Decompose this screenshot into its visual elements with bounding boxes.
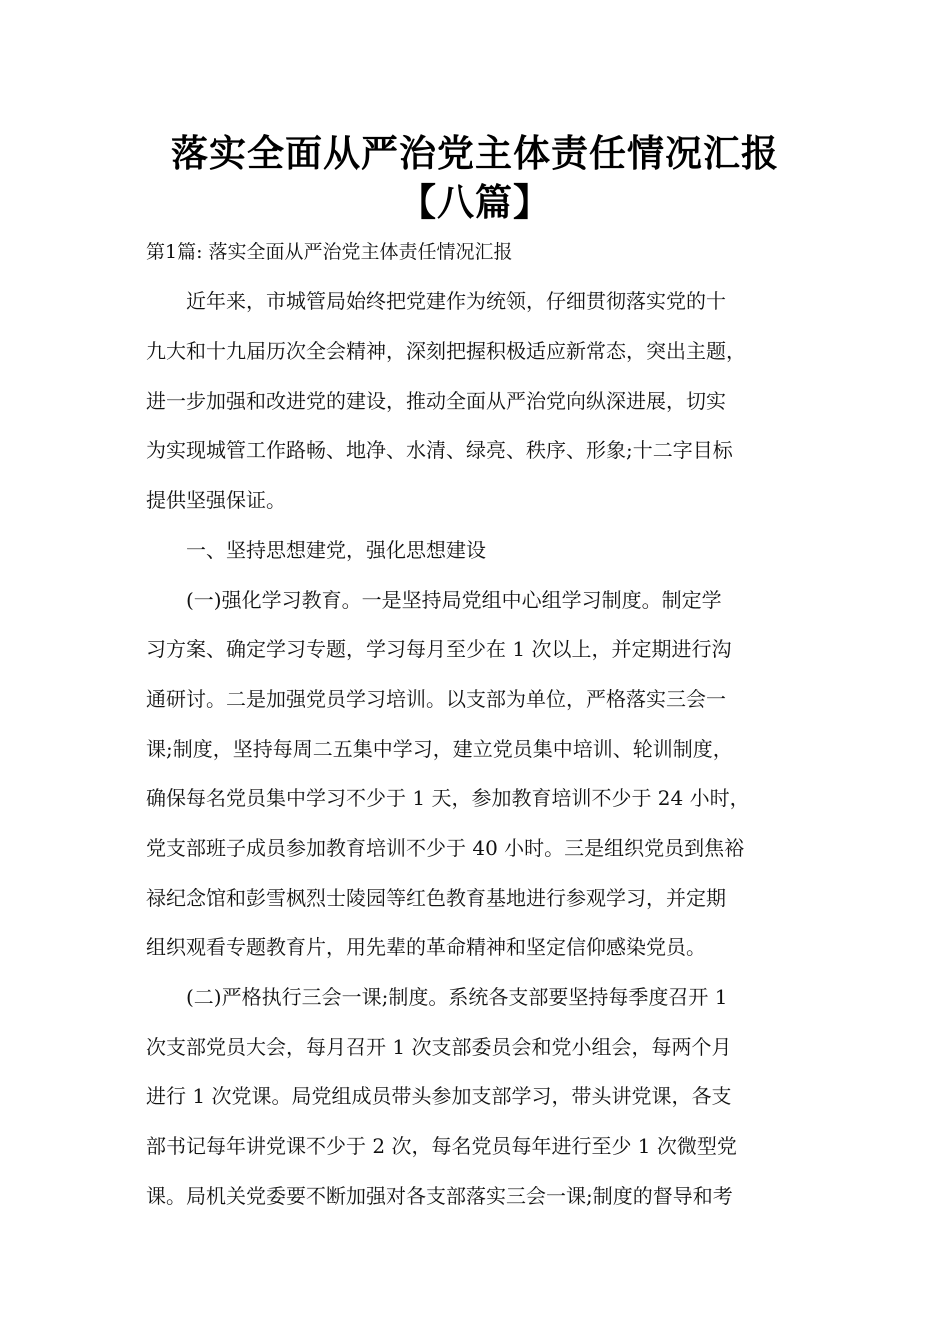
body-text-line: 为实现城管工作路畅、地净、水清、绿亮、秩序、形象;十二字目标 — [146, 438, 733, 462]
body-text-line: 提供坚强保证。 — [146, 488, 286, 512]
section-subheading: 第1篇: 落实全面从严治党主体责任情况汇报 — [146, 241, 513, 263]
body-text-line: 确保每名党员集中学习不少于 1 天，参加教育培训不少于 24 小时， — [146, 786, 750, 810]
body-text-line: 进行 1 次党课。局党组成员带头参加支部学习，带头讲党课，各支 — [146, 1084, 732, 1108]
body-text-line: 党支部班子成员参加教育培训不少于 40 小时。三是组织党员到焦裕 — [146, 836, 745, 860]
body-text-line: 近年来，市城管局始终把党建作为统领，仔细贯彻落实党的十 — [146, 289, 726, 313]
body-text-line: 课;制度，坚持每周二五集中学习，建立党员集中培训、轮训制度， — [146, 737, 733, 761]
body-text-line: 通研讨。二是加强党员学习培训。以支部为单位，严格落实三会一 — [146, 687, 726, 711]
body-text-line: 禄纪念馆和彭雪枫烈士陵园等红色教育基地进行参观学习，并定期 — [146, 886, 726, 910]
section-heading: 一、坚持思想建党，强化思想建设 — [146, 538, 486, 562]
body-text-line: 部书记每年讲党课不少于 2 次，每名党员每年进行至少 1 次微型党 — [146, 1134, 737, 1158]
body-text-line: 九大和十九届历次全会精神，深刻把握积极适应新常态，突出主题， — [146, 339, 746, 363]
body-text-line: 次支部党员大会，每月召开 1 次支部委员会和党小组会，每两个月 — [146, 1035, 732, 1059]
document-title: 落实全面从严治党主体责任情况汇报 — [171, 132, 779, 175]
body-text-line: 进一步加强和改进党的建设，推动全面从严治党向纵深进展，切实 — [146, 389, 726, 413]
document-title-suffix: 【八篇】 — [399, 181, 551, 224]
body-text-line: 课。局机关党委要不断加强对各支部落实三会一课;制度的督导和考 — [146, 1184, 733, 1208]
body-text-line: (二)严格执行三会一课;制度。系统各支部要坚持每季度召开 1 — [146, 985, 728, 1009]
body-text-line: 组织观看专题教育片，用先辈的革命精神和坚定信仰感染党员。 — [146, 935, 706, 959]
body-text-line: 习方案、确定学习专题，学习每月至少在 1 次以上，并定期进行沟 — [146, 637, 732, 661]
body-text-line: (一)强化学习教育。一是坚持局党组中心组学习制度。制定学 — [146, 588, 722, 612]
